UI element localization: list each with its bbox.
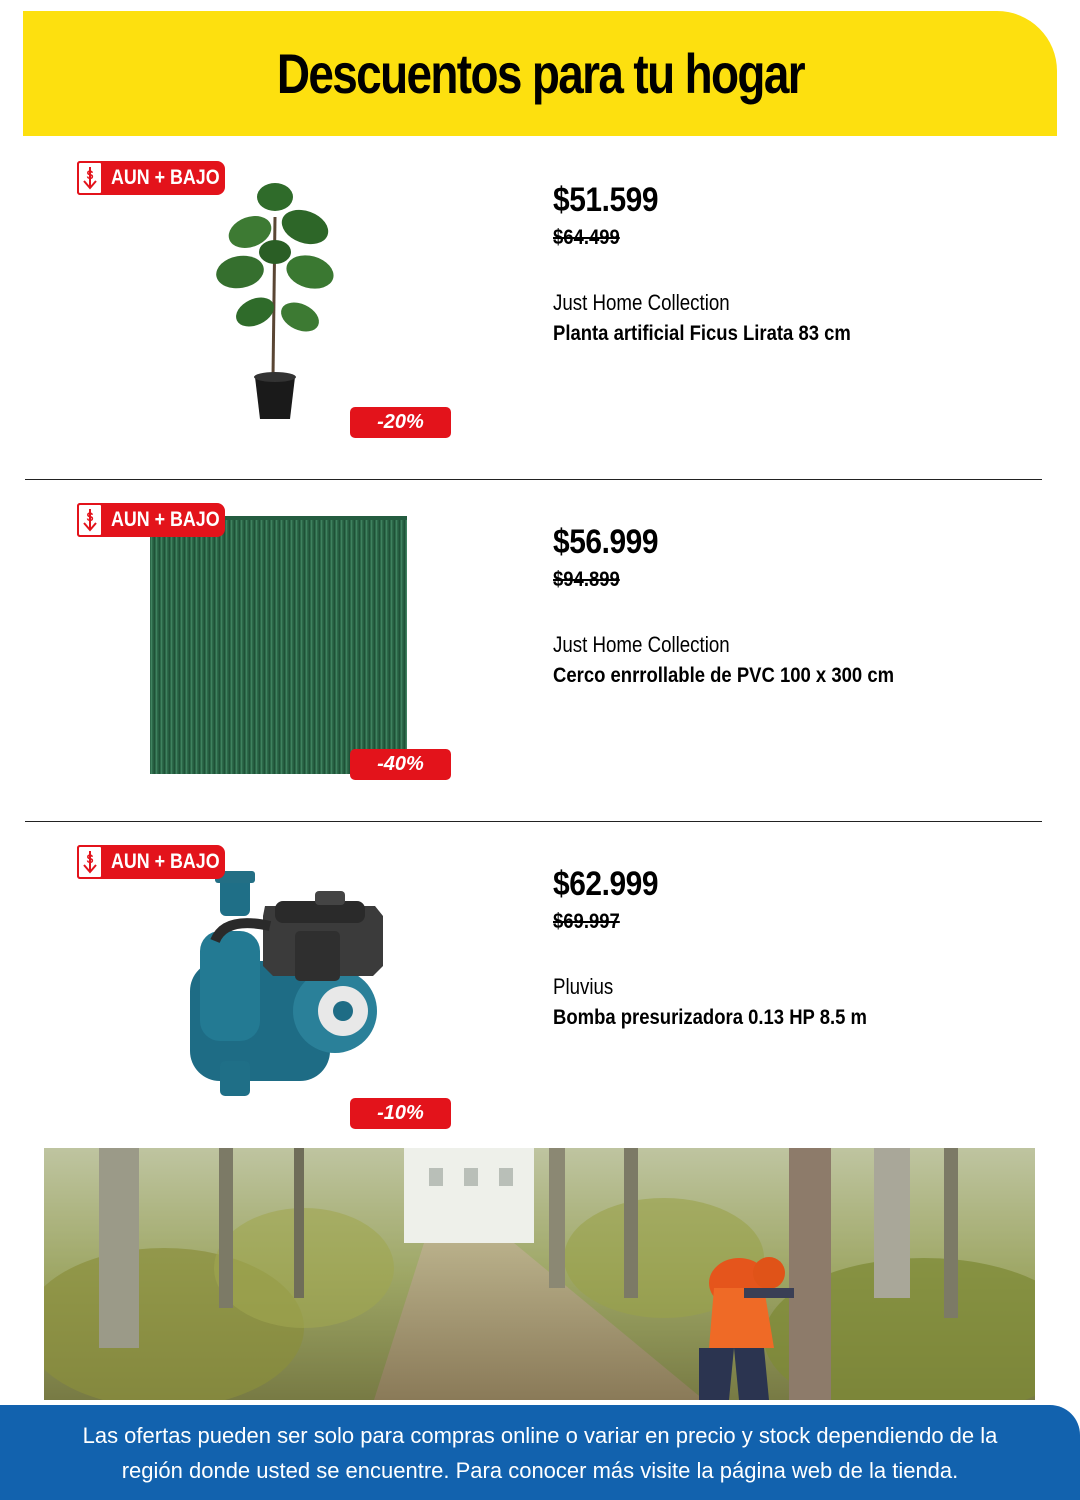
product-brand: Pluvius	[553, 974, 614, 999]
original-price: $94.899	[553, 568, 620, 591]
dollar-down-arrow-icon	[77, 503, 103, 537]
original-price: $69.997	[553, 910, 620, 933]
svg-text:$: $	[86, 168, 94, 182]
product-name[interactable]: Planta artificial Ficus Lirata 83 cm	[553, 322, 851, 345]
dollar-down-arrow-icon	[77, 161, 103, 195]
pvc-fence-roll-image	[150, 516, 407, 774]
current-price: $62.999	[553, 865, 659, 903]
product-card[interactable]	[25, 137, 1042, 480]
product-brand: Just Home Collection	[553, 632, 730, 657]
product-card[interactable]	[25, 821, 1042, 1163]
original-price: $64.499	[553, 226, 620, 249]
product-name[interactable]: Cerco enrrollable de PVC 100 x 300 cm	[553, 664, 895, 687]
discount-tag: -10%	[350, 1098, 451, 1129]
product-name[interactable]: Bomba presurizadora 0.13 HP 8.5 m	[553, 1006, 867, 1029]
badge-label: AUN + BAJO	[111, 508, 220, 531]
product-info	[553, 865, 1033, 1030]
svg-text:$: $	[86, 852, 94, 866]
price-drop-badge	[77, 845, 225, 879]
forest-banner-image	[44, 1148, 1035, 1400]
product-brand: Just Home Collection	[553, 290, 730, 315]
water-pump-image	[175, 871, 390, 1106]
page-title: Descuentos para tu hogar	[276, 42, 804, 105]
badge-label: AUN + BAJO	[111, 850, 220, 873]
badge-label: AUN + BAJO	[111, 166, 220, 189]
product-card[interactable]	[25, 479, 1042, 822]
header-banner	[23, 11, 1057, 136]
discount-tag: -20%	[350, 407, 451, 438]
current-price: $51.599	[553, 181, 659, 219]
svg-text:$: $	[86, 510, 94, 524]
footer-disclaimer	[0, 1405, 1080, 1500]
current-price: $56.999	[553, 523, 659, 561]
product-info	[553, 181, 1033, 346]
dollar-down-arrow-icon	[77, 845, 103, 879]
price-drop-badge	[77, 503, 225, 537]
ficus-plant-image	[205, 177, 355, 422]
disclaimer-text: Las ofertas pueden ser solo para compras online o variar en precio y stock dependiendo de la región donde usted se encuentre. Para conocer más visite la página web de la tienda.	[82, 1422, 998, 1483]
product-info	[553, 523, 1033, 688]
discount-tag: -40%	[350, 749, 451, 780]
price-drop-badge	[77, 161, 225, 195]
